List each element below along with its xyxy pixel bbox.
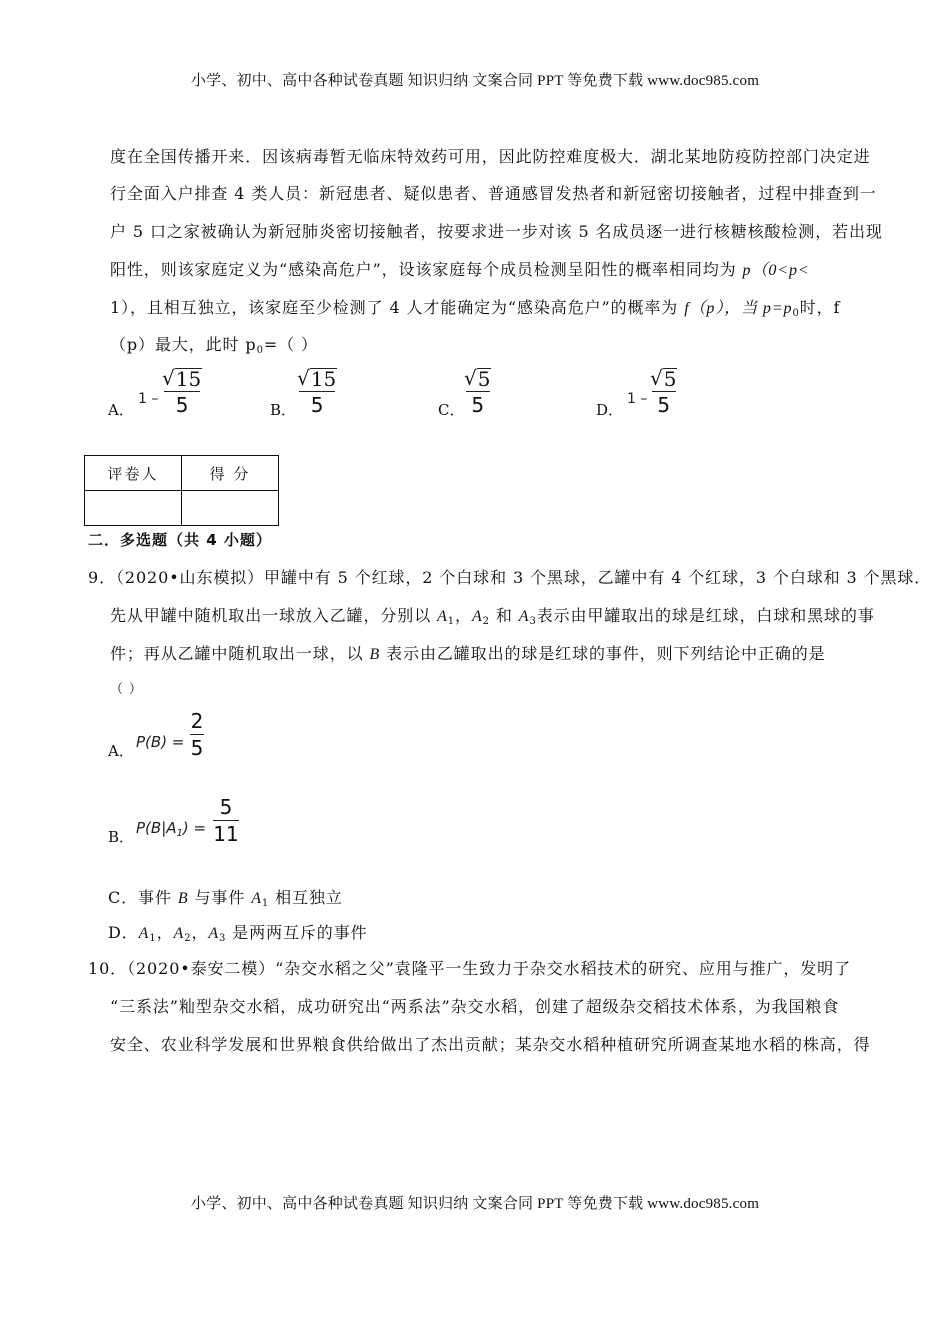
grader-header: 评卷人 <box>85 456 182 491</box>
option-label: C． <box>438 401 465 419</box>
option-label: A． <box>108 742 134 760</box>
q8-line-3: 户 5 口之家被确认为新冠肺炎密切接触者，按要求进一步对该 5 名成员逐一进行核糖核酸检测，若出现 <box>110 222 883 241</box>
q8-line-1: 度在全国传播开来．因该病毒暂无临床特效药可用，因此防控难度极大．湖北某地防疫防控部门决定进 <box>110 147 871 166</box>
q9-text-1: 甲罐中有 5 个红球，2 个白球和 3 个黑球，乙罐中有 4 个红球，3 个白球和 3 个黑球． <box>264 568 932 587</box>
option-fraction: √ 5 5 <box>464 366 491 418</box>
option-prefix: 1 – <box>138 391 159 407</box>
page-header: 小学、初中、高中各种试卷真题 知识归纳 文案合同 PPT 等免费下载 www.doc985.com <box>190 73 760 89</box>
q10-number: 10． <box>88 959 128 978</box>
q10-line-1 <box>88 959 851 979</box>
option-fraction: 2 5 <box>190 709 204 761</box>
q8-line-5-tail: 时，f <box>799 298 841 317</box>
q9-text-3b: 表示由乙罐取出的球是红球的事件，则下列结论中正确的是 <box>380 644 826 663</box>
option-fraction: 5 11 <box>213 795 239 847</box>
q8-line-5-math: f（p），当 p=p <box>684 300 793 317</box>
q9-line-2: 先从甲罐中随机取出一球放入乙罐，分别以 $A_1$，$A_2$ 和 $A_3$表示由甲罐取出的球是红球，白球和黑球的事 <box>110 606 875 627</box>
q10-line-3: 安全、农业科学发展和世界粮食供给做出了杰出贡献；某杂交水稻种植研究所调查某地水稻的株高，得 <box>110 1035 871 1054</box>
q8-line-4 <box>110 260 810 281</box>
q9-line-1 <box>88 568 931 588</box>
q8-line-6-sub: 0 <box>256 345 264 356</box>
option-lhs: P(B) = <box>136 733 185 751</box>
option-label: B． <box>270 401 297 419</box>
score-cell[interactable] <box>182 491 279 526</box>
option-fraction: √ 15 5 <box>297 366 337 418</box>
q8-line-6-tail: =（ ） <box>263 335 318 354</box>
score-table <box>84 455 279 526</box>
q8-line-2: 行全面入户排查 4 类人员：新冠患者、疑似患者、普通感冒发热者和新冠密切接触者，过程中排查到一 <box>110 184 877 203</box>
q8-line-5-text: 1），且相互独立，该家庭至少检测了 4 人才能确定为“感染高危户”的概率为 <box>110 298 685 317</box>
q9-text-2b: 表示由甲罐取出的球是红球，白球和黑球的事 <box>536 606 875 625</box>
option-label: A． <box>108 401 134 419</box>
page-footer: 小学、初中、高中各种试卷真题 知识归纳 文案合同 PPT 等免费下载 www.doc985.com <box>190 1196 760 1212</box>
q9-source: （2020•山东模拟） <box>115 568 265 587</box>
q9-text-3a: 件；再从乙罐中随机取出一球，以 <box>110 644 370 663</box>
option-fraction: √ 15 5 <box>162 366 202 418</box>
option-label: C． <box>108 888 139 907</box>
q9-text-2a: 先从甲罐中随机取出一球放入乙罐，分别以 <box>110 606 438 625</box>
option-label: D． <box>596 401 624 419</box>
option-label: B． <box>108 828 135 846</box>
q10-text-1: “杂交水稻之父”袁隆平一生致力于杂交水稻技术的研究、应用与推广，发明了 <box>275 959 851 978</box>
q9-line-4: （ ） <box>110 682 143 697</box>
grader-cell[interactable] <box>85 491 182 526</box>
q9-number: 9． <box>88 568 116 587</box>
q8-line-5 <box>110 298 840 319</box>
option-label: D． <box>108 923 139 942</box>
q8-line-4-math: p（0<p< <box>742 262 810 279</box>
q8-line-6 <box>110 335 318 355</box>
q8-line-6-text: （p）最大，此时 p <box>110 335 257 354</box>
q8-line-5-sub: 0 <box>792 308 800 319</box>
q10-line-2: “三系法”籼型杂交水稻，成功研究出“两系法”杂交水稻，创建了超级杂交稻技术体系，为我国粮食 <box>110 997 840 1016</box>
q9-option-d[interactable]: D．$A_1$，$A_2$，$A_3$ 是两两互斥的事件 <box>108 923 368 944</box>
q9-option-c[interactable]: C．事件 B 与事件 $A_1$ 相互独立 <box>108 888 343 909</box>
q8-line-4-text: 阳性，则该家庭定义为“感染高危户”，设该家庭每个成员检测呈阳性的概率相同均为 <box>110 260 743 279</box>
q10-source: （2020•泰安二模） <box>127 959 276 978</box>
option-prefix: 1 – <box>627 391 648 407</box>
score-header: 得 分 <box>182 456 279 491</box>
option-fraction: √ 5 5 <box>650 366 677 418</box>
section-title: 二．多选题（共 4 小题） <box>88 531 272 549</box>
option-lhs: $P(B|A_1)$ = <box>136 819 207 839</box>
q9-line-3: 件；再从乙罐中随机取出一球，以 B 表示由乙罐取出的球是红球的事件，则下列结论中正确的是 <box>110 644 826 663</box>
